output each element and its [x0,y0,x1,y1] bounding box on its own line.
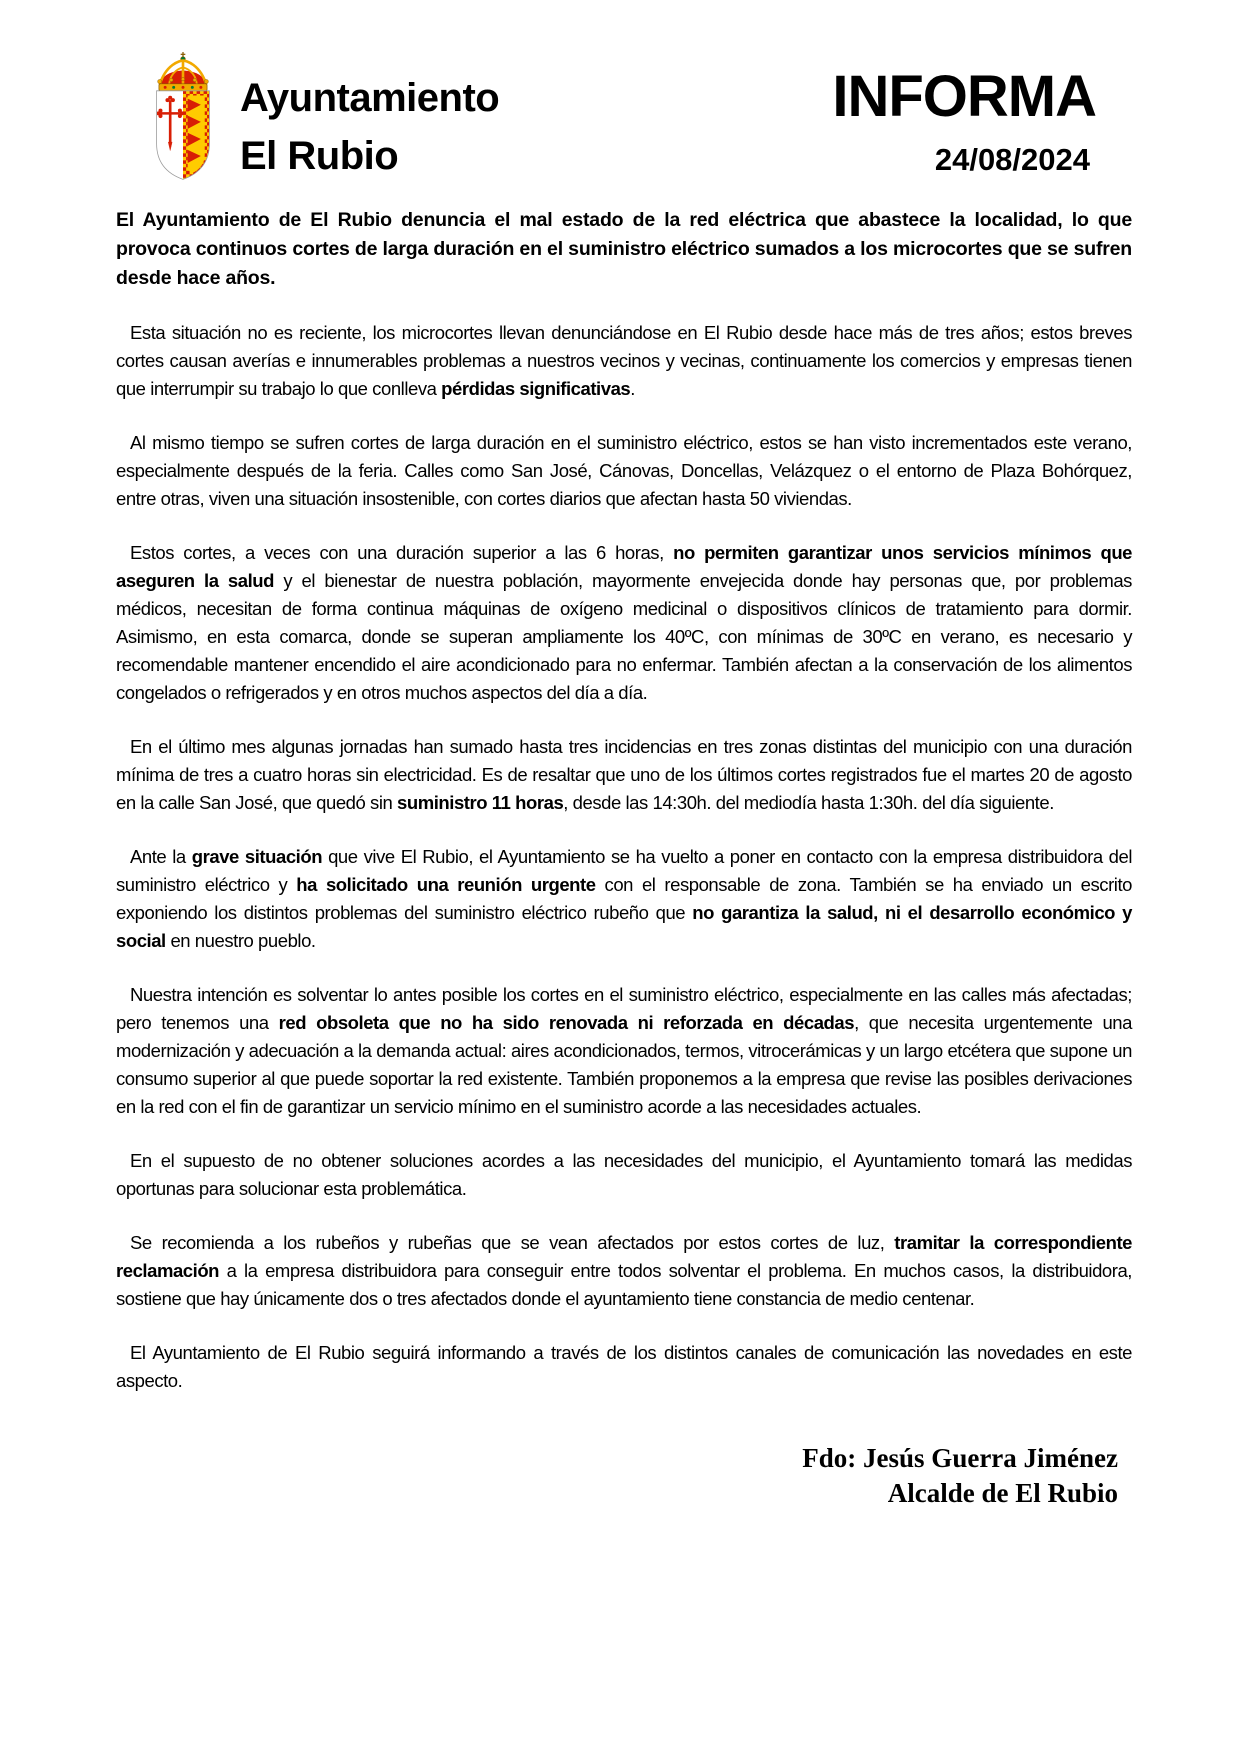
header-right-block [832,64,1096,178]
document-date: 24/08/2024 [934,142,1090,177]
paragraph-3: Al mismo tiempo se sufren cortes de larga duración en el suministro eléctrico, estos se han visto incrementados este verano, especialmente después de la feria. Calles como San José, Cánovas, Doncellas, Velázquez o el entorno de Plaza Bohórquez, entre otras, viven una situación insostenible, con cortes diarios que afectan hasta 50 viviendas. [116,432,1132,509]
paragraph-7: Nuestra intención es solventar lo antes posible los cortes en el suministro eléctrico, especialmente en las calles más afectadas; pero tenemos una red obsoleta que no ha sido renovada ni reforzada en décadas, que necesita urgentemente una modernización y adecuación a la demanda actual: aires acondicionados, termos, vitrocerámicas y un largo etcétera que supone un consumo superior al que puede soportar la red existente. También proponemos a la empresa que revise las posibles derivaciones en la red con el fin de garantizar un servicio mínimo en el suministro acorde a las necesidades actuales. [116,984,1132,1117]
paragraph-6: Ante la grave situación que vive El Rubio, el Ayuntamiento se ha vuelto a poner en contacto con la empresa distribuidora del suministro eléctrico y ha solicitado una reunión urgente con el responsable de zona. También se ha enviado un escrito exponiendo los distintos problemas del suministro eléctrico rubeño que no garantiza la salud, ni el desarrollo económico y social en nuestro pueblo. [116,846,1133,951]
document-header [0,0,1240,190]
paragraph-9: Se recomienda a los rubeños y rubeñas que se vean afectados por estos cortes de luz, tramitar la correspondiente reclamación a la empresa distribuidora para conseguir entre todos solventar el problema. En muchos casos, la distribuidora, sostiene que hay únicamente dos o tres afectados donde el ayuntamiento tiene constancia de medio centenar. [116,1232,1132,1309]
paragraph-4: Estos cortes, a veces con una duración superior a las 6 horas, no permiten garantizar unos servicios mínimos que aseguren la salud y el bienestar de nuestra población, mayormente envejecida donde hay personas que, por problemas médicos, necesitan de forma continua máquinas de oxígeno medicinal o dispositivos clínicos de tratamiento para dormir. Asimismo, en esta comarca, donde se superan ampliamente los 40ºC, con mínimas de 30ºC en verano, es necesario y recomendable mantener encendido el aire acondicionado para no enfermar. También afectan a la conservación de los alimentos congelados o refrigerados y en otros muchos aspectos del día a día. [116,542,1133,703]
paragraph-2: Esta situación no es reciente, los microcortes llevan denunciándose en El Rubio desde hace más de tres años; estos breves cortes causan averías e innumerables problemas a nuestros vecinos y vecinas, continuamente los comercios y empresas tienen que interrumpir su trabajo lo que conlleva pérdidas significativas. [116,322,1132,399]
coat-of-arms-icon [141,52,225,184]
signature-name: Fdo: Jesús Guerra Jiménez [802,1443,1118,1473]
organization-name [240,76,499,178]
paragraph-5: En el último mes algunas jornadas han sumado hasta tres incidencias en tres zonas distintas del municipio con una duración mínima de tres a cuatro horas sin electricidad. Es de resaltar que uno de los últimos cortes registrados fue el martes 20 de agosto en la calle San José, que quedó sin suministro 11 horas, desde las 14:30h. del mediodía hasta 1:30h. del día siguiente. [116,736,1132,813]
lead-paragraph: El Ayuntamiento de El Rubio denuncia el mal estado de la red eléctrica que abastece la localidad, lo que provoca continuos cortes de larga duración en el suministro eléctrico sumados a los microcortes que se sufren desde hace años. [116,209,1132,289]
signature-title: Alcalde de El Rubio [887,1478,1118,1508]
signature-block [0,1441,1240,1511]
informa-title: INFORMA [832,64,1096,129]
paragraph-8: En el supuesto de no obtener soluciones acordes a las necesidades del municipio, el Ayuntamiento tomará las medidas oportunas para solucionar esta problemática. [116,1150,1132,1199]
document-body [0,206,1240,1395]
org-name-line2: El Rubio [240,134,399,178]
crown-icon [158,52,209,91]
shield-icon [157,91,210,184]
paragraph-10: El Ayuntamiento de El Rubio seguirá informando a través de los distintos canales de comunicación las novedades en este aspecto. [116,1342,1132,1391]
org-name-line1: Ayuntamiento [240,76,500,120]
